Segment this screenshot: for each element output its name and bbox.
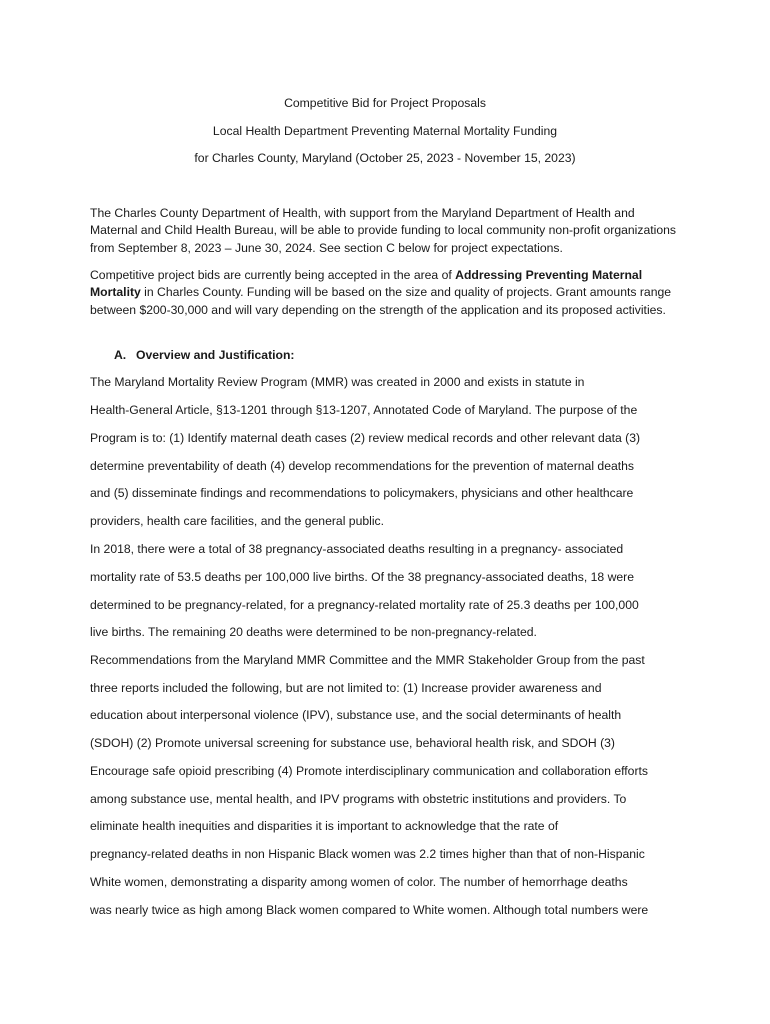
document-date-range: for Charles County, Maryland (October 25, 2023 - November 15, 2023) bbox=[194, 151, 576, 165]
section-a-line: education about interpersonal violence (IPV), substance use, and the social determinants of health bbox=[90, 708, 622, 722]
section-a-line: pregnancy-related deaths in non Hispanic Black women was 2.2 times higher than that of non-Hispanic bbox=[90, 847, 645, 861]
document-title: Competitive Bid for Project Proposals bbox=[284, 96, 486, 110]
section-a-number: A. bbox=[114, 348, 127, 362]
section-a-line: was nearly twice as high among Black women compared to White women. Although total numbers were bbox=[90, 903, 649, 917]
section-a-line: determined to be pregnancy-related, for a pregnancy-related mortality rate of 25.3 deaths per 100,000 bbox=[90, 598, 639, 612]
section-a-line: and (5) disseminate findings and recommendations to policymakers, physicians and other healthcare bbox=[90, 486, 634, 500]
section-a-line: determine preventability of death (4) develop recommendations for the prevention of maternal deaths bbox=[90, 459, 635, 473]
section-a-line: eliminate health inequities and disparities it is important to acknowledge that the rate of bbox=[90, 819, 559, 833]
document-subtitle: Local Health Department Preventing Maternal Mortality Funding bbox=[212, 124, 558, 138]
section-a-line: (SDOH) (2) Promote universal screening for substance use, behavioral health risk, and SDOH (3) bbox=[90, 736, 615, 750]
section-a-line: Program is to: (1) Identify maternal death cases (2) review medical records and other relevant data (3) bbox=[90, 431, 641, 445]
intro-paragraph-2-lead: Competitive project bids are currently being accepted in the area of bbox=[90, 268, 456, 282]
section-a-line: Encourage safe opioid prescribing (4) Promote interdisciplinary communication and collaboration efforts bbox=[90, 764, 648, 778]
section-a-line: providers, health care facilities, and the general public. bbox=[90, 514, 385, 528]
section-a-title: Overview and Justification: bbox=[136, 348, 295, 362]
section-a-line: White women, demonstrating a disparity among women of color. The number of hemorrhage deaths bbox=[90, 875, 628, 889]
intro-paragraph-1: The Charles County Department of Health, with support from the Maryland Department of Health and Maternal and Child Health Bureau, will be able to provide funding to local community non-profit organizations from September 8, 2023 – June 30, 2024. See section C below for project expectations. bbox=[90, 206, 677, 255]
section-a-line: In 2018, there were a total of 38 pregnancy-associated deaths resulting in a pregnancy- associated bbox=[90, 542, 624, 556]
section-a-line: mortality rate of 53.5 deaths per 100,000 live births. Of the 38 pregnancy-associated deaths, 18 were bbox=[90, 570, 635, 584]
section-a-line: live births. The remaining 20 deaths were determined to be non-pregnancy-related. bbox=[90, 625, 537, 639]
section-a-line: Recommendations from the Maryland MMR Committee and the MMR Stakeholder Group from the past bbox=[90, 653, 645, 667]
section-a-line: three reports included the following, but are not limited to: (1) Increase provider awareness and bbox=[90, 681, 602, 695]
section-a-heading bbox=[114, 347, 294, 363]
intro-paragraph-2 bbox=[90, 267, 682, 319]
section-a-line: among substance use, mental health, and IPV programs with obstetric institutions and providers. To bbox=[90, 792, 627, 806]
intro-paragraph-2-emphasis: Addressing Preventing Maternal Mortality bbox=[90, 268, 643, 300]
intro-paragraph-2-tail: in Charles County. Funding will be based on the size and quality of projects. Grant amounts range between $200-30,000 and will vary depending on the strength of the application and its proposed activities. bbox=[90, 285, 672, 317]
section-a-line: Health-General Article, §13-1201 through §13-1207, Annotated Code of Maryland. The purpose of the bbox=[90, 403, 638, 417]
section-a-line: The Maryland Mortality Review Program (MMR) was created in 2000 and exists in statute in bbox=[90, 375, 585, 389]
